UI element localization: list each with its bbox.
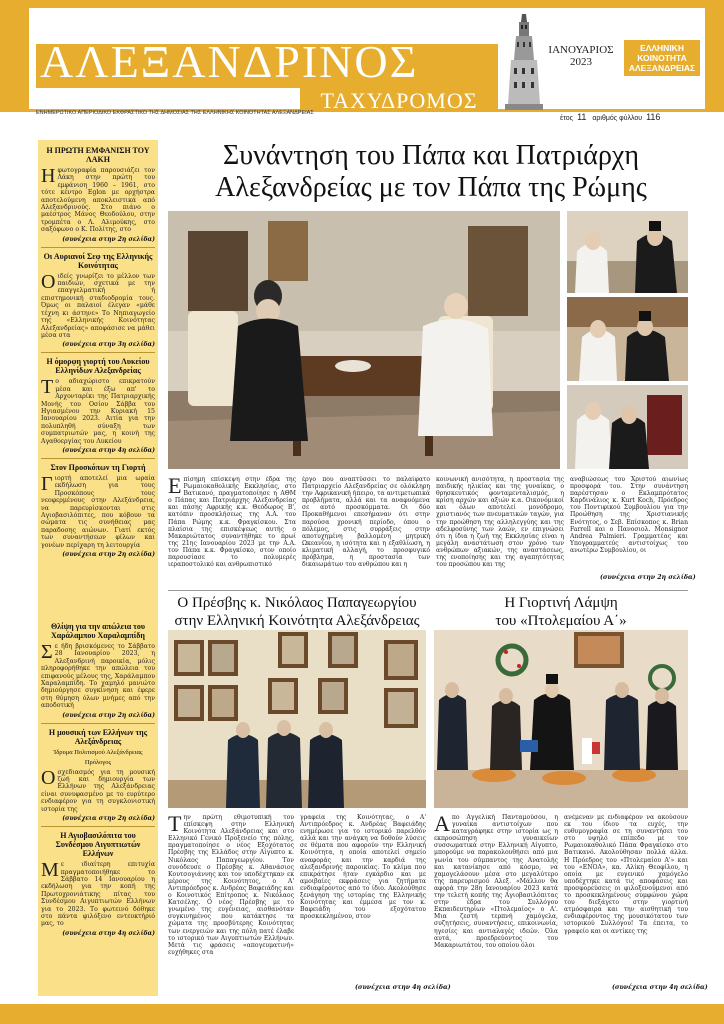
- lighthouse-logo-icon: [505, 12, 543, 110]
- drop-cap: Ο: [41, 766, 56, 789]
- continuation-link[interactable]: (συνέχεια στην 4η σελίδα): [355, 984, 451, 991]
- sidebar-heading: Οι Αυριανοί Σεφ της Ελληνικής Κοινότητας: [43, 251, 153, 270]
- drop-cap: Τ: [168, 814, 182, 836]
- sidebar-body: σχεδιασμός για τη μουσική ζωή και δημιουργία των Ελλήνων της Αλεξάνδρειας είναι συνυφασμένο με το ευρύτερο ενδιαφέρον για τη συγκλονιστική ιστορία της: [41, 768, 155, 813]
- drop-cap: Τ: [41, 376, 54, 399]
- divider: [41, 458, 155, 459]
- divider: [41, 826, 155, 827]
- masthead-title: ΑΛΕΞΑΝΔΡΙΝΟΣ: [40, 36, 419, 87]
- main-headline: [166, 140, 696, 204]
- continuation-link[interactable]: (συνέχεια στην 4η σελίδα): [62, 446, 155, 454]
- article-column: [168, 814, 294, 990]
- sidebar-column-lower: [38, 616, 158, 996]
- divider: [41, 723, 155, 724]
- headline-line: στην Ελληνική Κοινότητα Αλεξάνδρειας: [174, 613, 420, 629]
- continuation-link[interactable]: (συνέχεια στην 2η σελίδα): [62, 235, 155, 243]
- article-column: [434, 814, 558, 990]
- divider: [41, 352, 155, 353]
- divider: [168, 590, 688, 591]
- continuation-link[interactable]: (συνέχεια στην 4η σελίδα): [62, 929, 155, 937]
- sidebar-body: ιδείς γνωρίζει το μέλλον των παιδιών, σχετικά με την επαγγελματική ή επιστημονική σταδιοδρομία τους. Όμως οι παλαιοί έλεγαν «μάθε τέχνη κι άστηνε» Το Νηπιαγωγείο της «Ελληνικής Κοινότητας Αλεξανδρείας» αποφάσισε να μάθει μέσα στα: [41, 272, 155, 339]
- headline-line: Ο Πρέσβης κ. Νικόλαος Παπαγεωργίου: [177, 595, 417, 611]
- article-headline: [434, 594, 688, 630]
- article-column: [436, 476, 564, 586]
- year-number: 11: [577, 112, 587, 122]
- article-column: [300, 814, 426, 980]
- article-text: γραφεία της Κοινότητας, ο Α' Αντιπρόεδρος κ. Ανδρέας Βαφειάδης ενημέρωσε για το ιστορικό παρελθόν αλλά και την ανάγκη να δοθούν λύσεις σε θέματα που αφορούν την Ελληνική Κοινότητα, η οποία αποτελεί σημείο αναφοράς και την καρδιά της αλεξανδρινής παροικίας. Το κλίμα που επικράτησε ήταν εγκάρδιο και με αμοιβαίες εκφράσεις για ζητήματα ενδιαφέροντος από το ίδιο. Ακολούθησε ξενάγηση της ιστορίας της Ελληνικής Κοινότητας και έμμεσα με τον κ. Βαφειάδη του εξοχότατου προσκεκλημένου, στον: [300, 814, 426, 921]
- year-label: έτος: [560, 115, 574, 122]
- sidebar-heading: Η όμορφη γιορτή του Λυκείου Ελληνίδων Αλεξανδρείας: [46, 357, 150, 376]
- sidebar-heading: Η ΠΡΩΤΗ ΕΜΦΑΝΙΣΗ ΤΟΥ ΛΑΚΗ: [46, 146, 150, 164]
- side-photo: [567, 297, 688, 381]
- article-text: κοινωνική ανισότητα, η προστασία της παιδικής ηλικίας και της γυναίκας, ο θρησκευτικός φονταμενταλισμός, η κρίση αρχών και αξιών κ.α. Οικονόμικοί και όλων αποτελεί μονόδρομο, χριστιανός των πνευματικών ταγών, για την προώθηση της αλληλεγγύης και της αδελφοσύνης των λαών, εν επιγνώσει ότι η ίδια η ζωή της Εκκλησίας είναι η μεγάλη αναστάτωση στον χρόνο των ανθρώπων αξιακών, της αναστάσεως, της ενοποίησης και της αγαπητότητας του προσώπου και της: [436, 476, 564, 569]
- article-photo: [168, 630, 426, 808]
- sidebar-body: ο αδιαχώριστο επικρατούν μέσα και έξω απ' το Αρχονταρίκι της Πατριαρχικής Μονής του Οσίου Σάββα του Ηγιασμένου την Κυριακή 15 Ιανουαρίου 2023. Αιτία για την πολυπληθή σύναξη των συμπατριωτών μας, η κοινή της Αγαθοεργίας του Λυκείου: [41, 378, 155, 445]
- community-line: ΚΟΙΝΟΤΗΤΑ: [637, 53, 687, 63]
- drop-cap: Σ: [41, 641, 53, 663]
- article-text: ανέμεναν με ενδιαφέρον να ακούσουν εκ του ίδιου τα ευχές, την ευθυμογραφία σε τη συναντήσει του στο υψηλό επίπεδο με τον Ρωμαιοκαθολικό Πάπα Φραγκίσκο στο Βατικανό. Ακολούθησαν πολλά άλλα. Η Πρόεδρος του «Πτολεμαίου Α'» και του «ΕΝΟΑ», κα. Αλίκη Θεοφίλου, η οποία με ευγενικό χαμόγελο υποδέχτηκε κατά τις αποφάσεις και προσφορεύσεις οι φιλοξενούμενοι από το προσκεκλημένους συμφώνου χώρα του διεξάγετο στην γιορτινή ατμόσφαιρα και την αισθητική του ενδιαφέροντος της μουσικότατου των ιστορικού Συλλόγου! Τα έπειτα, το γραφείο και οι αντίκες της: [564, 814, 688, 935]
- continuation-link[interactable]: (συνέχεια στην 2η σελίδα): [62, 551, 155, 559]
- community-line: ΑΛΕΞΑΝΔΡΕΙΑΣ: [628, 63, 696, 73]
- continuation-link[interactable]: (συνέχεια στην 2η σελίδα): [62, 815, 155, 823]
- issue-number: 116: [646, 112, 661, 122]
- side-photo: [567, 211, 688, 293]
- sidebar-text: [41, 472, 155, 549]
- sidebar-heading: Η Αγιοβασιλόπιτα του Συνδέσμου Αιγυπτιωτών Ελλήνων: [55, 831, 141, 859]
- sidebar-body: φωτογραφία παρουσιάζει τον Λάκη στην πρώτη του εμφάνιση 1960 – 1961, στο τότε κέντρο Eglon με ορχήστρα αποτελούμενη αποκλειστικά από Αλεξανδρινούς. Στο πιάνο ο μαέστρος Μάνος Θεοδούλου, στην τρομπέτα ο Λ. Αλιμούκης, στο σαξόφωνο ο Κ. Πολίτης, στο: [41, 167, 155, 234]
- drop-cap: Ο: [41, 270, 56, 293]
- headline-line: Αλεξανδρείας με τον Πάπα της Ρώμης: [215, 172, 647, 203]
- drop-cap: Μ: [41, 859, 59, 882]
- sidebar-heading: Η μουσική των Ελλήνων της Αλεξάνδρειας: [48, 727, 148, 746]
- article-text: πίσημη επίσκεψη στην έδρα της Ρωμαιοκαθολικής Εκκλησίας, στο Βατικανό, πραγματοποίησε η ΑΘΜ ο Πάπας και Πατριάρχης Αλεξανδρείας και πάσης Αφρικής κ.κ. Θεόδωρος Β', κατόπιν προσκλήσεως της Α.Α. του Πάπα Ρώμης κ.κ. Φραγκίσκου. Στα πλαίσια της επισκέψεως αυτής ο Μακαριώτατος συναντήθηκε το πρωί της 21ης Ιανουαρίου 2023 με την Α.Α. τον Πάπα κ.κ. Φραγκίσκο, στον οποίο παρουσίασε το πολυμερές ιεραποστολικό και ανθρωπιστικό: [168, 476, 296, 569]
- issue-year: 2023: [570, 56, 592, 68]
- article-column: [570, 476, 688, 572]
- article-text: έργο που αναπτύσσει το παλαίφατο Πατριαρχείο Αλεξανδρείας σε ολόκληρη την Αφρικανική ήπειρο, τα αντιμετωπικά προβλήματα, αλλά και τα αναφυόμενα σε αυτό προσκόμματα. Οι δύο Προκαθήμενοι επεσήμαναν ότι στην παρούσα χρονική περίοδο, όπου ο πόλεμος, στις συρράξεις στην αποτυχημένη βαλλομένη μητρική Ωκεανίου, η ισότητα και η εξαθλίωση, η κλιματική αλλαγή, το προσφυγικό πρόβλημα, η προστασία των δικαιωμάτων του ανθρώπου και η: [302, 476, 430, 569]
- drop-cap: Ε: [168, 476, 182, 498]
- article-text: πο Αγγελική Πανταμούσου, η γυναίκα αντιστοίχων που καταγράφηκε στην ιστορία ως η εκπροσώπηση γυναικείων συσσωματικά στην Ελληνική Αίγυπτο, μπορούμε να παρακολουθήσει από μια γωνία του σύμπαντος της Ανατολής και κατανίκησε από κόσμο, να χαμογελάσουν μέσα στο μεγαλύτερο της παρευρισμού Αλεξ. «Μάλλον θα αφορά την 28η Ιανουαρίου 2023 κατά την τελετή κοπής της Αγιοβασιλόπιτας στην έδρα του Συλλόγου Εκπαιδευτηρίων «Πτολεμαίος» ο Α'. Μια ζεστή τερπνή χαμόγελα, συζητήσεις, συναντήσεις, επικοινωνία, ηγεσίες και αντιαλαγές ιδεών. Όλα αυτά, προεδρεύοντος του Μακαριωτάτου, του οποίου όλοι: [434, 814, 558, 949]
- drop-cap: Α: [434, 814, 450, 836]
- issue-date: [546, 44, 616, 68]
- main-photo: [168, 211, 560, 469]
- divider: [41, 247, 155, 248]
- community-badge: [624, 40, 700, 76]
- issue-info: [560, 112, 664, 122]
- article-text: ην πρώτη εθιμοτυπική του επίσκεψη στην Ελληνική Κοινότητα Αλεξάνδρειας και στο Ελληνικό Γενικό Προξενείο της πόλης, πραγματοποίησε ο νέος Εξοχότατος Πρέσβης της Ελλάδος στην Αίγυπτο κ. Νικόλαος Παπαγεωργίου. Τον συνόδευσε ο Πρέσβης κ. Αθανάσιος Κουτσογιάννης και τον υποδέχτηκαν εκ μέρους της Κοινότητος, ο Α' Αντιπρόεδρος κ. Ανδρέας Βαφειάδης και ο Κοινοτικός Επίτροπος κ. Νικόλαος Κατσέλης. Ο νέος Πρέσβης με το γνωμένο της ευγένειας, αισθανόταν συγκινημένος που κατάκτησε τα χώματα της προσβύτερης Κοινότητας των ενεργειών και της πόλη πατέ έλαβε το ιστορικό των Αιγυπτιωτών Ελλήνων. Μετά τις φράσεις «απογευματινή» ευχήθηκες στα: [168, 814, 294, 956]
- article-headline: [166, 594, 428, 630]
- headline-line: του «Πτολεμαίου Α΄»: [495, 613, 627, 629]
- article-column: [302, 476, 430, 586]
- masthead-subtitle: ΤΑΧΥΔΡΟΜΟΣ: [320, 88, 478, 113]
- article-photo: [434, 630, 688, 808]
- continuation-link[interactable]: (συνέχεια στην 3η σελίδα): [62, 341, 155, 349]
- drop-cap: Η: [41, 165, 56, 187]
- sidebar-text: [41, 766, 155, 813]
- sidebar-text: [41, 378, 155, 445]
- drop-cap: Γ: [41, 472, 53, 495]
- article-text: αναβιώσεως του Χριστού αιωνίως προσφορά του. Στην συνάντηση παρέστησαν ο Εκλαμπρότατος Καρδινάλιος κ. Kurt Koch, Πρόεδρος του Ποντιφικού Συμβουλίου για την Προώθηση της Χριστιανικής Ενότητος, ο Σεβ. Επίσκοπος κ. Brian Farrell και ο Πανοσιολ. Monsignor Andrea Palmieri. Γραμματέας και Υπογραμματεύς αντιστοίχως του ανωτέρω Συμβουλίου, οι: [570, 476, 688, 554]
- continuation-link[interactable]: (συνέχεια στην 2η σελίδα): [600, 574, 696, 581]
- continuation-link[interactable]: (συνέχεια στην 4η σελίδα): [612, 984, 708, 991]
- sidebar-subheading: Ίδρυμα Πολιτισμού Αλεξάνδρειας: [53, 748, 143, 756]
- sidebar-text: [41, 861, 155, 928]
- headline-line: Συνάντηση του Πάπα και Πατριάρχη: [222, 140, 640, 171]
- community-line: ΕΛΛΗΝΙΚΗ: [640, 43, 684, 53]
- sidebar-heading: Θλίψη για την απώλεια του Χαράλαμπου Χαραλαμπίδη: [51, 622, 145, 640]
- sidebar-heading: Στον Προσκόπων τη Γιορτή: [50, 462, 146, 472]
- sidebar-body: ε ήδη βρισκόμενες το Σάββατο 28 Ιανουαρίου 2023, η Αλεξανδρινή παροικία, μόλις πληροφορήθηκε την απώλεια του επιφανούς μέλους της, Χαράλαμπου Χαραλαμπίδη. Το χαμηλό μανιώτο δημιούργησε συγκίνηση και έφερε στη θύμηση όλων μνήμες από την αποδοτική: [41, 643, 155, 710]
- continuation-link[interactable]: (συνέχεια στην 2η σελίδα): [62, 711, 155, 719]
- article-column: [168, 476, 296, 586]
- sidebar-body: ε ιδιαίτερη επιτυχία πραγματοποιήθηκε το Σάββατο 14 Ιανουαρίου η εκδήλωση για την κοπή της Πρωτοχρονιάτικης πίτας του Συνδέσμου Αιγυπτιωτών Ελλήνων για το 2023. Το φωτεινό δόθηκε στο πάντα φιλόξενο εντευκτήριό μας, το: [41, 861, 155, 928]
- sidebar-text: [41, 270, 155, 340]
- sidebar-column: [38, 140, 158, 616]
- issue-month: ΙΑΝΟΥΑΡΙΟΣ: [548, 44, 614, 56]
- headline-line: Η Γιορτινή Λάμψη: [504, 595, 618, 611]
- article-column: [564, 814, 688, 980]
- sidebar-text: [41, 167, 155, 234]
- side-photo: [567, 385, 688, 469]
- sidebar-text: [41, 643, 155, 710]
- footer-band: [0, 1004, 724, 1024]
- masthead-tagline: ΕΝΗΜΕΡΩΤΙΚΟ ΑΠΕΡΙΟΔΙΚΟ ΕΚΦΡΑΣΤΙΚΟ ΤΗΣ ΔΗΜΟΣΙΑΣ ΤΗΣ ΕΛΛΗΝΙΚΗΣ ΚΟΙΝΟΤΗΤΑΣ ΑΛΕΞΑΝΔΡΕΙΑΣ: [36, 110, 314, 116]
- issue-label: αριθμός φύλλου: [592, 115, 643, 122]
- sidebar-body: ιορτή αποτελεί μια ωραία εκδήλωση για τους Προσκόπους τους νεοφερμένους στην Αλεξάνδρεια, να παρευρίσκονται στις Αγιοβασιλόπιτες, που κόβουν τα σώματα τις συνήθειας μας παραδοσης αιώνων. Γιατί εκτός των συναντήσεων φίλων και γονέων περίχαρη τη λειτουργία: [41, 474, 155, 549]
- sidebar-subheading: Πρόλογος: [84, 758, 112, 766]
